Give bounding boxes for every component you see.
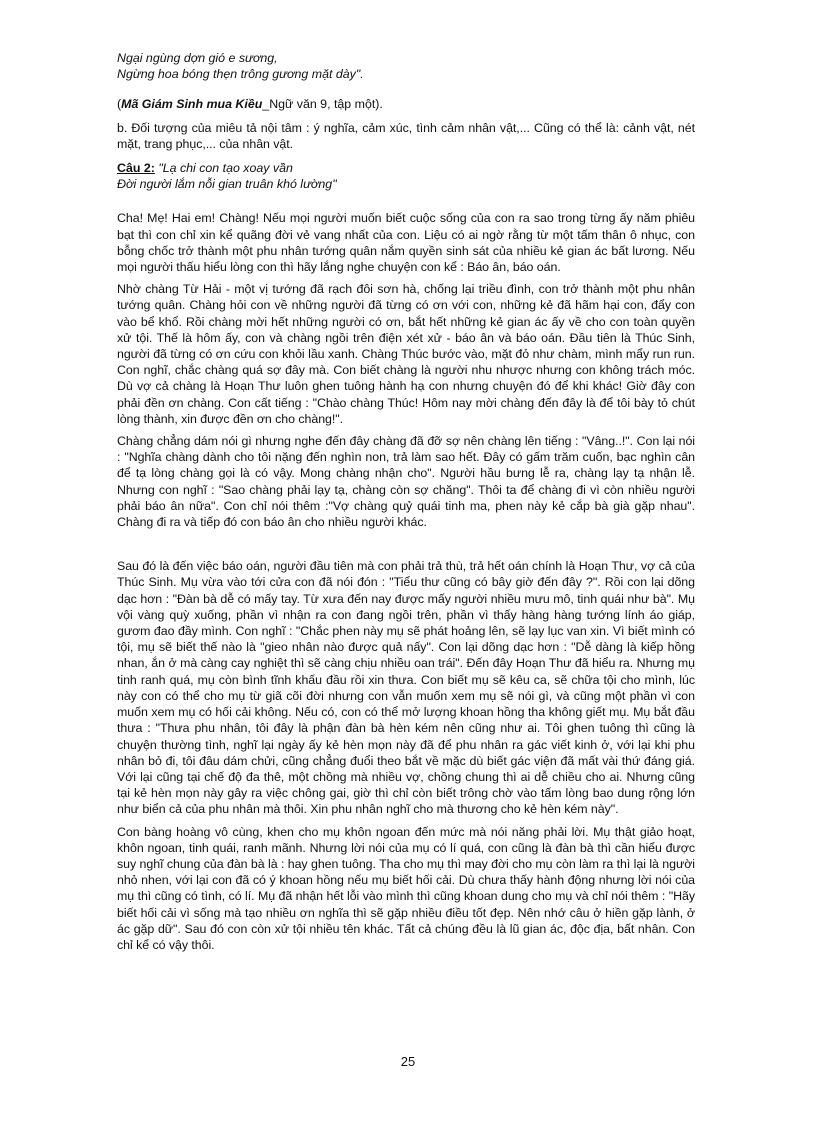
question-2-quote-line-2: Đời người lắm nỗi gian truân khó lường" <box>117 177 337 192</box>
source-rest: _Ngữ văn 9, tập một). <box>262 97 383 111</box>
question-2-quote-line-1: "Lạ chi con tạo xoay vần <box>154 161 293 176</box>
source-title: Mã Giám Sinh mua Kiều <box>121 97 263 111</box>
question-2-heading <box>117 160 695 192</box>
source-citation <box>117 96 695 112</box>
question-2-label: Câu 2: <box>117 161 155 176</box>
poem-line-2: Ngừng hoa bóng thẹn trông gương mặt dày". <box>117 67 364 81</box>
document-body <box>117 50 695 953</box>
paragraph-1: Cha! Mẹ! Hai em! Chàng! Nếu mọi người muốn biết cuộc sống của con ra sao trong từng ấy năm phiêu bạt thì con chỉ xin kể quãng đời vẻ vang nhất của con. Liệu có ai ngờ rằng từ một tấm thân ô nhục, con bỗng chốc trở thành một phu nhân tướng quân nắm quyền sinh sát của nhiều kẻ gian ác bất lương. Nếu mọi người thấu hiểu lòng con thì hãy lắng nghe chuyện con kể : Báo ân, báo oán. <box>117 211 695 275</box>
paragraph-4: Sau đó là đến việc báo oán, người đầu tiên mà con phải trả thù, trả hết oán chính là Hoạn Thư, vợ cả của Thúc Sinh. Mụ vừa vào tới cửa con đã nói đón : "Tiểu thư cũng có bây giờ đến đây ?". Rồi con lại dõng dạc hơn : "Đàn bà dễ có mấy tay. Từ xưa đến nay được mấy người nhiều mưu mô, tinh quái như bà". Mụ vội vàng quỳ xuống, phần vì nhận ra con đang ngồi trên, phần vì thấy hàng hàng tướng lính áo giáp, gươm đao đầy mình. Con nghĩ : "Chắc phen này mụ sẽ phát hoảng lên, sẽ lạy lục van xin. Vì biết mình có tội, mụ sẽ biết thế nào là "gieo nhân nào được quả nấy". Con lại dõng dạc hơn : "Dễ dàng là kiếp hồng nhan, ắn ở mà càng cay nghiệt thì sẽ càng chịu nhiều oan trái". Đến đây Hoạn Thư đã hiểu ra. Nhưng mụ tinh ranh quá, mụ còn bình tĩnh khấu đầu rồi xin thưa. Con biết mụ sẽ kêu ca, sẽ chữa tội cho mình, lúc này con có thể cho mụ từ giã cõi đời nhưng con vẫn muốn xem mụ sẽ nói gì, và cũng một phần vì con muốn xem mụ có hối cải không. Nếu có, con có thể mở lượng khoan hồng tha không giết mụ. Mụ bắt đầu thưa : "Thưa phu nhân, tôi đây là phận đàn bà hèn kém nên cũng như ai. Tôi ghen tuông thì cũng là chuyện thường tình, nghĩ lại ngày ấy kẻ hèn mọn này đã để phu nhân ra gác viết kinh ở, với lại khi phu nhân bỏ đi, tôi đâu dám chửi, cũng chẳng đuổi theo bắt về mặc dù biết gác viện đã mất vài thứ đáng giá. Với lại cũng tại chế độ đa thê, một chồng mà nhiều vợ, chồng chung thì ai dễ chiều cho ai. Nhưng cũng tại kẻ hèn mọn này gây ra việc chông gai, giờ thì chỉ còn biết trông chờ vào tấm lòng bao dung rộng lớn như biển cả của phu nhân mà thôi. Xin phu nhân nghĩ cho mà thương cho kẻ hèn kém này". <box>117 559 695 817</box>
paragraph-3: Chàng chẳng dám nói gì nhưng nghe đến đây chàng đã đỡ sợ nên chàng lên tiếng : "Vâng..!". Con lại nói : "Nghĩa chàng dành cho tôi nặng đến nghìn non, trả làm sao hết. Đây có gấm trăm cuốn, bạc nghìn cân để tạ lòng chàng gọi là có vậy. Mong chàng nhận cho". Người hầu bưng lễ ra, chàng lạy tạ nhận lễ. Nhưng con nghĩ : "Sao chàng phải lạy tạ, chàng còn sợ chăng". Thôi ta để chàng đi vì còn nhiều người phải báo ân nữa". Con chỉ nói thêm :"Vợ chàng quỷ quái tinh ma, phen này kẻ cắp bà già gặp nhau". Chàng đi ra và tiếp đó con báo ân cho nhiều người khác. <box>117 434 695 530</box>
paragraph-b: b. Đối tượng của miêu tả nội tâm : ý nghĩa, cảm xúc, tình cảm nhân vật,... Cũng có thể là: cảnh vật, nét mặt, trang phục,... của nhân vật. <box>117 121 695 152</box>
poem-line-1: Ngại ngùng dợn gió e sương, <box>117 51 278 65</box>
page-number: 25 <box>400 1054 416 1069</box>
paragraph-2: Nhờ chàng Từ Hải - một vị tướng đã rạch đôi sơn hà, chống lại triều đình, con trở thành một phu nhân tướng quân. Chàng hỏi con về những người đã từng có ơn với con, những kẻ đã hãm hại con, đẩy con vào bể khổ. Rồi chàng mời hết những người có ơn, bắt hết những kẻ gian ác ấy về cho con toàn quyền xử tội. Thế là hôm ấy, con và chàng ngồi trên điện xét xử - báo ân và báo oán. Đầu tiên là Thúc Sinh, người đã từng có ơn cứu con khỏi lầu xanh. Chàng Thúc bước vào, mặt đỏ như chàm, mình mẩy run run. Con nghĩ, chắc chàng quá sợ đây mà. Con biết chàng là người nhu nhược nhưng con không trách móc. Dù vợ cả chàng là Hoạn Thư luôn ghen tuông hành hạ con nhưng chuyện đó để khi khác! Giờ đây con phải đền ơn chàng. Con cất tiếng : "Chào chàng Thúc! Hôm nay mời chàng đến đây là để tôi bày tỏ chút lòng thành, xin được đền ơn cho chàng!". <box>117 282 695 426</box>
paragraph-5: Con bàng hoàng vô cùng, khen cho mụ khôn ngoan đến mức mà nói năng phải lời. Mụ thật giảo hoạt, khôn ngoan, tinh quái, ranh mãnh. Nhưng lời nói của mụ có lí quá, con cũng là đàn bà thì cần hiểu được suy nghĩ chung của đàn bà là : hay ghen tuông. Tha cho mụ thì may đời cho mụ còn làm ra thì lại là người nhỏ nhen, với lại con đã có ý khoan hồng nếu mụ biết hối cải. Dù chưa thấy hành động nhưng lời nói của mụ thì cũng có tình, có lí. Mụ đã nhận hết lỗi vào mình thì cũng khoan dung cho mụ và chỉ nói thêm : "Hãy biết hối cải vì sống mà tạo nhiều ơn nghĩa thì sẽ gặp nhiều điều tốt đẹp. Nên nhớ câu ở hiền gặp lành, ở ác gặp dữ". Sau đó con còn xử tội nhiều tên khác. Tất cả chúng đều là lũ gian ác, độc địa, bất nhân. Con chỉ kể có vậy thôi. <box>117 824 695 952</box>
source-open: ( <box>117 97 122 111</box>
